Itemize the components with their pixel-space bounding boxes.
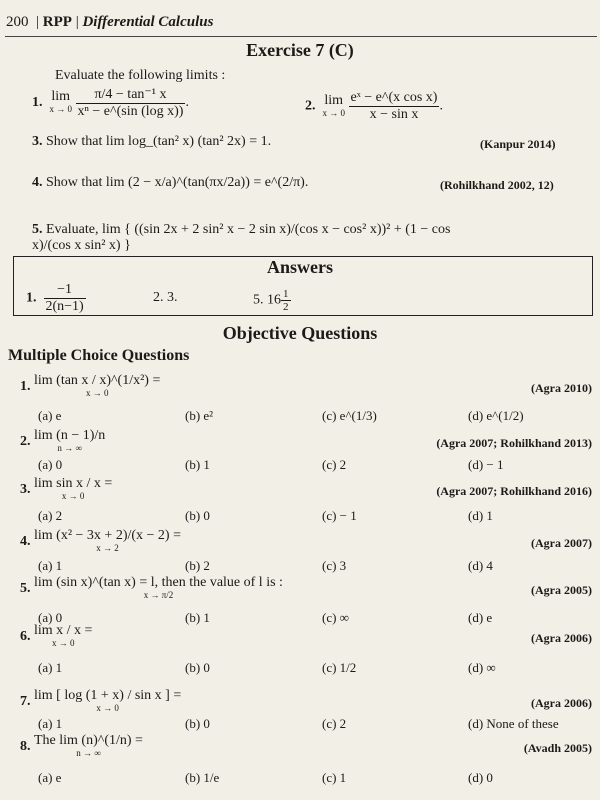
q3-source: (Kanpur 2014)	[480, 137, 556, 151]
mcq-question-6: 6. lim x / x = x → 0	[20, 623, 93, 648]
limit-operator: lim x → 0	[322, 92, 345, 118]
mcq-source-1: (Agra 2010)	[531, 381, 592, 395]
mcq-option-5-b: (b) 1	[185, 610, 210, 625]
mcq-option-8-c: (c) 1	[322, 770, 347, 785]
answer-1: 1. $\frac{-1}{2(n-1)}$	[26, 282, 84, 314]
exercise-instruction: Evaluate the following limits :	[55, 68, 226, 83]
mcq-option-2-d: (d) − 1	[468, 457, 504, 472]
mcq-option-4-b: (b) 2	[185, 558, 210, 573]
mcq-option-3-d: (d) 1	[468, 508, 493, 523]
mcq-source-8: (Avadh 2005)	[523, 741, 592, 755]
exercise-q2: 2. lim x → 0 $\frac{\text{eˣ − e\textasciicircum{}(x cos x)}}{\text{x − sin x}}$ .	[305, 90, 443, 122]
exercise-q3: 3. Show that lim log_(tan² x) (tan² 2x) = 1.	[32, 134, 272, 149]
mcq-source-6: (Agra 2006)	[531, 631, 592, 645]
mcq-option-6-a: (a) 1	[38, 660, 63, 675]
exercise-q5: 5. Evaluate, lim { ((sin 2x + 2 sin² x − 2 sin x)/(cos x − cos² x))² + (1 − cos x)/(cos x sin² x) }	[32, 222, 451, 253]
header-rule	[5, 36, 597, 37]
book-name: RPP	[42, 14, 72, 30]
exercise-q4: 4. Show that lim (2 − x/a)^(tan(πx/2a)) = e^(2/π).	[32, 175, 309, 190]
mcq-source-7: (Agra 2006)	[531, 696, 592, 710]
mcq-question-2: 2. lim (n − 1)/n n → ∞	[20, 428, 106, 453]
mcq-option-1-c: (c) e^(1/3)	[322, 408, 377, 423]
mcq-option-2-a: (a) 0	[38, 457, 63, 472]
mcq-option-3-a: (a) 2	[38, 508, 63, 523]
mcq-option-4-c: (c) 3	[322, 558, 347, 573]
exercise-title: Exercise 7 (C)	[246, 40, 354, 60]
mcq-option-7-d: (d) None of these	[468, 716, 559, 731]
mcq-option-4-d: (d) 4	[468, 558, 493, 573]
mcq-source-2: (Agra 2007; Rohilkhand 2013)	[436, 436, 592, 450]
mcq-option-4-a: (a) 1	[38, 558, 63, 573]
mcq-option-2-b: (b) 1	[185, 457, 210, 472]
mcq-option-6-d: (d) ∞	[468, 660, 496, 675]
q2-fraction: $\frac{\text{eˣ − e\textasciicircum{}(x cos x)}}{\text{x − sin x}}$	[350, 90, 438, 122]
q4-source: (Rohilkhand 2002, 12)	[440, 178, 554, 192]
mcq-option-1-b: (b) e²	[185, 408, 214, 423]
mcq-source-4: (Agra 2007)	[531, 536, 592, 550]
mcq-question-3: 3. lim sin x / x = x → 0	[20, 476, 113, 501]
mcq-question-5: 5. lim (sin x)^(tan x) = l, then the value of l is : x → π/2	[20, 575, 283, 600]
mcq-question-8: 8. The lim (n)^(1/n) = n → ∞	[20, 733, 143, 758]
mcq-subtitle: Multiple Choice Questions	[8, 347, 190, 364]
mcq-option-3-c: (c) − 1	[322, 508, 357, 523]
mcq-option-6-b: (b) 0	[185, 660, 210, 675]
objective-title: Objective Questions	[222, 323, 378, 343]
mcq-option-3-b: (b) 0	[185, 508, 210, 523]
mcq-question-1: 1. lim (tan x / x)^(1/x²) = x → 0	[20, 373, 161, 398]
mcq-option-7-a: (a) 1	[38, 716, 63, 731]
mcq-option-2-c: (c) 2	[322, 457, 347, 472]
mcq-option-8-a: (a) e	[38, 770, 62, 785]
mcq-option-7-b: (b) 0	[185, 716, 210, 731]
page-number: 200	[6, 14, 29, 30]
mcq-source-3: (Agra 2007; Rohilkhand 2016)	[436, 484, 592, 498]
mcq-option-1-a: (a) e	[38, 408, 62, 423]
mcq-option-6-c: (c) 1/2	[322, 660, 357, 675]
mcq-question-4: 4. lim (x² − 3x + 2)/(x − 2) = x → 2	[20, 528, 181, 553]
answer-5: 5. 16 $\frac{1}{2}$	[253, 288, 289, 313]
mcq-option-5-c: (c) ∞	[322, 610, 349, 625]
limit-operator: lim x → 0	[49, 89, 72, 114]
mcq-option-8-d: (d) 0	[468, 770, 493, 785]
mcq-option-5-d: (d) e	[468, 610, 493, 625]
mcq-option-7-c: (c) 2	[322, 716, 347, 731]
page-header: 200 | RPP | Differential Calculus	[6, 14, 214, 30]
mcq-option-5-a: (a) 0	[38, 610, 63, 625]
chapter-name: Differential Calculus	[82, 14, 214, 30]
answer-2: 2. 3.	[153, 290, 178, 305]
mcq-option-1-d: (d) e^(1/2)	[468, 408, 524, 423]
q1-fraction: $\frac{\text{π/4 − tan⁻¹ x}}{\text{xⁿ − e\textasciicircum{}(sin (log x))}}$	[77, 87, 184, 119]
answers-title: Answers	[267, 257, 333, 277]
mcq-option-8-b: (b) 1/e	[185, 770, 220, 785]
mcq-source-5: (Agra 2005)	[531, 583, 592, 597]
exercise-q1: 1. lim x → 0 $\frac{\text{π/4 − tan⁻¹ x}}{\text{xⁿ − e\textasciicircum{}(sin (log x))}}$ .	[32, 87, 189, 119]
mcq-question-7: 7. lim [ log (1 + x) / sin x ] = x → 0	[20, 688, 182, 713]
